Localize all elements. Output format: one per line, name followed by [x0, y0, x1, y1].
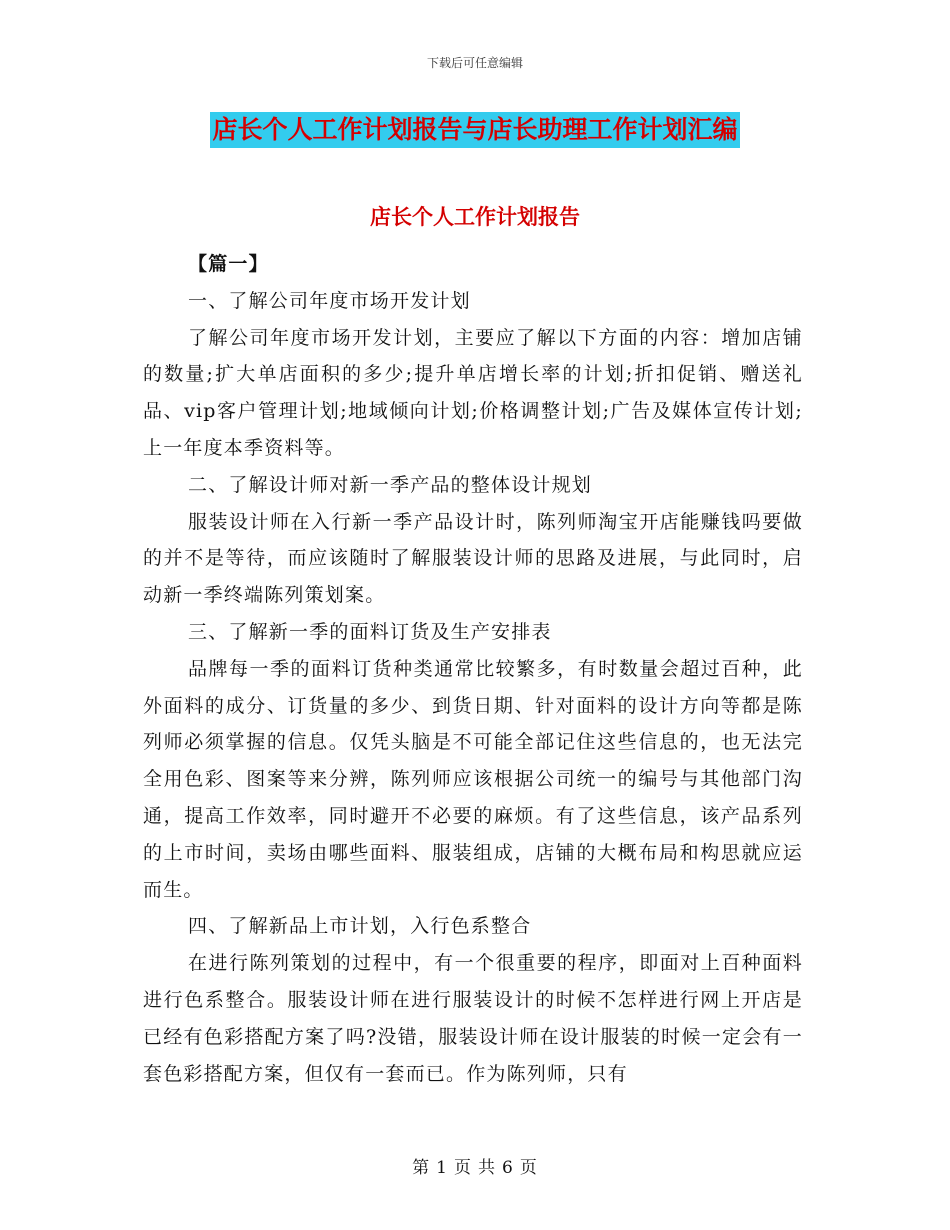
- page-footer: [0, 1153, 950, 1178]
- footer-page-word: 第: [412, 1158, 431, 1178]
- footer-page-number: 1: [436, 1158, 448, 1178]
- paragraph-2: 服装设计师在入行新一季产品设计时，陈列师淘宝开店能赚钱吗要做的并不是等待，而应该随时了解服装设计师的思路及进展，与此同时，启动新一季终端陈列策划案。: [143, 510, 803, 607]
- document-body: [143, 246, 803, 1092]
- section-title: 店长个人工作计划报告: [370, 205, 580, 229]
- main-title-container: [0, 112, 950, 148]
- footer-total-pages: 6: [502, 1158, 514, 1178]
- paragraph-1: 了解公司年度市场开发计划，主要应了解以下方面的内容：增加店铺的数量;扩大单店面积的多少;提升单店增长率的计划;折扣促销、赠送礼品、vip客户管理计划;地域倾向计划;价格调整计划;广告及媒体宣传计划;上一年度本季资料等。: [143, 326, 803, 459]
- main-title: 店长个人工作计划报告与店长助理工作计划汇编: [210, 112, 739, 148]
- footer-total-word: 共: [478, 1158, 496, 1178]
- footer-page-unit: 页: [454, 1158, 472, 1178]
- footer-total-unit: 页: [519, 1158, 538, 1178]
- header-note: 下载后可任意编辑: [426, 56, 523, 70]
- heading-1: 一、了解公司年度市场开发计划: [188, 289, 471, 312]
- heading-3: 三、了解新一季的面料订货及生产安排表: [188, 620, 552, 643]
- paragraph-3: 品牌每一季的面料订货种类通常比较繁多，有时数量会超过百种，此外面料的成分、订货量的多少、到货日期、针对面料的设计方向等都是陈列师必须掌握的信息。仅凭头脑是不可能全部记住这些信息的，也无法完全用色彩、图案等来分辨，陈列师应该根据公司统一的编号与其他部门沟通，提高工作效率，同时避开不必要的麻烦。有了这些信息，该产品系列的上市时间，卖场由哪些面料、服装组成，店铺的大概布局和构思就应运而生。: [143, 657, 803, 901]
- heading-2: 二、了解设计师对新一季产品的整体设计规划: [188, 473, 593, 496]
- heading-4: 四、了解新品上市计划，入行色系整合: [188, 915, 532, 938]
- part-label: 【篇一】: [188, 253, 269, 275]
- paragraph-4: 在进行陈列策划的过程中，有一个很重要的程序，即面对上百种面料进行色系整合。服装设计师在进行服装设计的时候不怎样进行网上开店是已经有色彩搭配方案了吗?没错，服装设计师在设计服装的时候一定会有一套色彩搭配方案，但仅有一套而已。作为陈列师，只有: [143, 952, 803, 1085]
